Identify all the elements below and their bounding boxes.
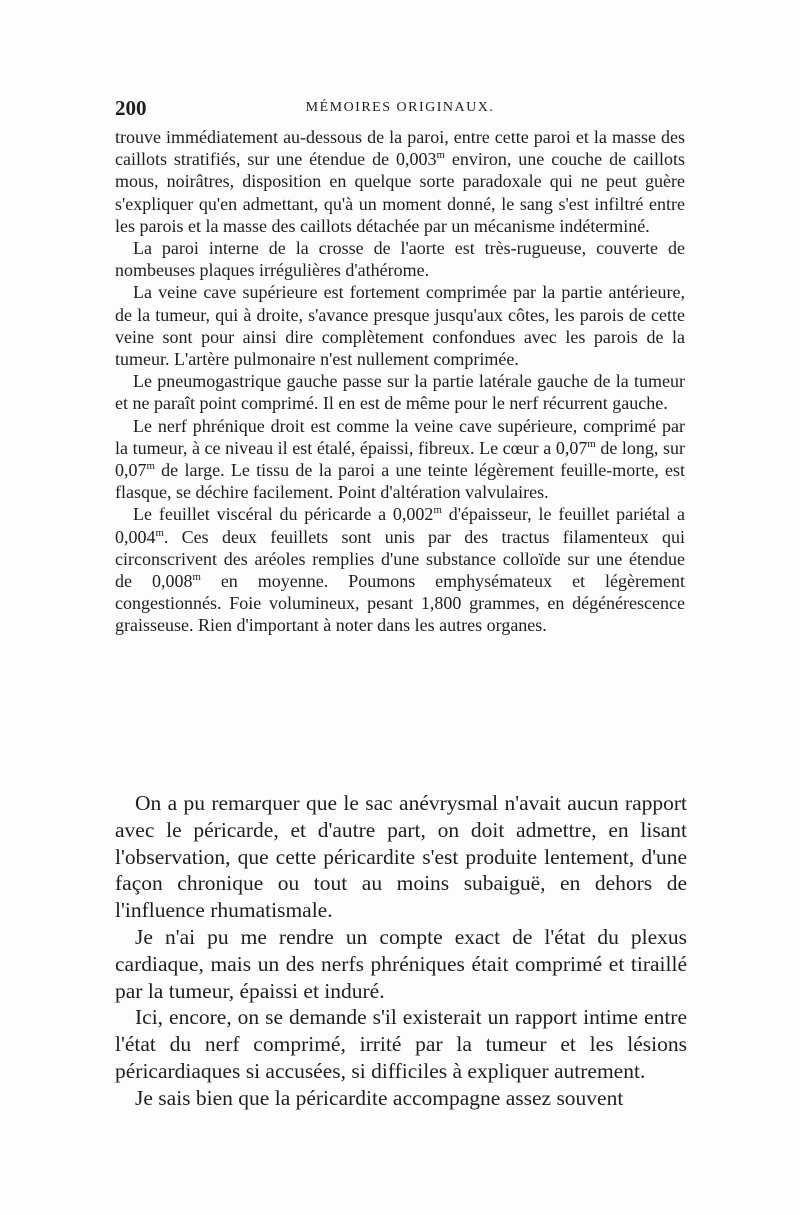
- text-run: Le pneumogastrique gauche passe sur la partie latérale gauche de la tumeur et ne paraît point comprimé. Il en est de même pour le nerf récurrent gauche.: [115, 371, 685, 414]
- unit-superscript: m: [433, 504, 442, 517]
- paragraph: Je sais bien que la péricardite accompagne assez souvent: [135, 1085, 624, 1110]
- paragraph: [115, 237, 685, 281]
- text-run: de long, sur 0,07: [115, 437, 685, 481]
- observation-text: [115, 126, 685, 637]
- paragraph: Ici, encore, on se demande s'il existerait un rapport intime entre l'état du nerf comprimé, irrité par la tumeur et les lésions péricardiaques si accusées, si difficiles à expliquer autrement.: [115, 1005, 687, 1083]
- unit-superscript: m: [146, 460, 155, 473]
- paragraph: [115, 126, 685, 237]
- unit-superscript: m: [436, 149, 445, 162]
- paragraph: Je n'ai pu me rendre un compte exact de l'état du plexus cardiaque, mais un des nerfs phréniques était comprimé et tiraillé par la tumeur, épaissi et induré.: [115, 924, 687, 1003]
- text-run: . Ces deux feuillets sont unis par des tractus filamenteux qui circonscrivent des aréoles remplies d'une substance colloïde sur une étendue de 0,008: [115, 526, 685, 592]
- text-run: La paroi interne de la crosse de l'aorte est très-rugueuse, couverte de nombeuses plaques irrégulières d'athérome.: [115, 238, 685, 281]
- text-run: environ, une couche de caillots mous, noirâtres, disposition en quelque sorte paradoxale qui ne peut guère s'expliquer qu'en admettant, qu'à un moment donné, le sang s'est infiltré entre les parois et la masse des caillots détachée par un mécanisme indéterminé.: [115, 149, 685, 236]
- text-run: La veine cave supérieure est fortement comprimée par la partie antérieure, de la tumeur, qui à droite, s'avance presque jusqu'aux côtes, les parois de cette veine sont pour ainsi dire complètement confondues avec les parois de la tumeur. L'artère pulmonaire n'est nullement comprimée.: [115, 282, 685, 370]
- commentary-text: [115, 790, 687, 1112]
- text-run: trouve immédiatement au-dessous de la paroi, entre cette paroi et la masse des caillots stratifiés, sur une étendue de 0,003: [115, 127, 685, 170]
- text-run: d'épaisseur, le feuillet pariétal a 0,004: [115, 504, 685, 547]
- text-run: en moyenne. Poumons emphysémateux et légèrement congestionnés. Foie volumineux, pesant 1,800 grammes, en dégénérescence graisseuse. Rien d'important à noter dans les autres organes.: [115, 571, 685, 636]
- paragraph: [115, 503, 685, 636]
- unit-superscript: m: [587, 437, 596, 450]
- unit-superscript: m: [192, 571, 201, 584]
- paragraph: [115, 415, 685, 504]
- text-run: Le feuillet viscéral du péricarde a 0,002: [133, 504, 434, 525]
- page-header: [115, 96, 685, 120]
- paragraph: [115, 370, 685, 414]
- text-run: de large. Le tissu de la paroi a une teinte légèrement feuille-morte, est flasque, se déchire facilement. Point d'altération valvulaires.: [115, 460, 685, 503]
- page-number: 200: [115, 96, 147, 120]
- unit-superscript: m: [155, 526, 164, 539]
- text-run: Le nerf phrénique droit est comme la veine cave supérieure, comprimé par la tumeur, à ce niveau il est étalé, épaissi, fibreux. Le cœur a 0,07: [115, 415, 685, 458]
- running-title: MÉMOIRES ORIGINAUX.: [305, 100, 495, 115]
- paragraph: On a pu remarquer que le sac anévrysmal n'avait aucun rapport avec le péricarde, et d'autre part, on doit admettre, en lisant l'observation, que cette péricardite s'est produite lentement, d'une façon chronique ou tout au moins subaiguë, en dehors de l'influence rhumatismale.: [115, 791, 687, 923]
- paragraph: [115, 281, 685, 370]
